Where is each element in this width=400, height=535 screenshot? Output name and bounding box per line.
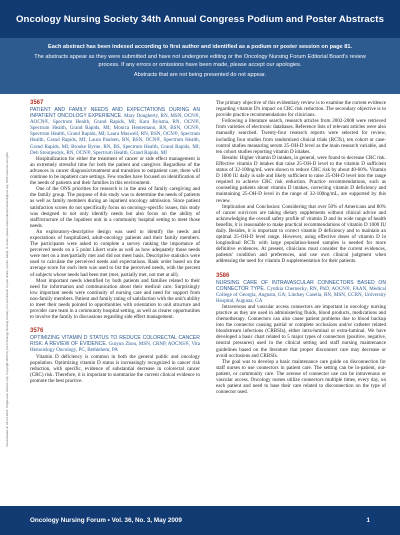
abstract-authors: Cynthia Chernecky, RN, PhD, AOCN®, FAAN, Medical College of Georgia, Augusta, GA; Lindsey Casella, RN, MSN, CCRN, University Hospital, Augusta, GA: [216, 285, 386, 304]
abstract-heading: [30, 107, 200, 156]
abstract-3586: [216, 273, 386, 396]
page-number: 1: [366, 517, 370, 524]
abstract-authors: Guiyun Zhou, MSN, CRNP, AOCNS®, Vita Hemoislogy Oncology, PC, Bethlehem, PA: [30, 341, 200, 354]
abstract-title: PATIENT AND FAMILY NEEDS AND EXPECTATIONS DURING AN INPATIENT ONCOLOGY EXPERIENCE.: [30, 107, 200, 120]
notice-indexing: Each abstract has been indexed according to first author and identified as a podium or poster session on page 81.: [48, 44, 352, 50]
abstract-paragraph: Vitamin D deficiency is common in both the general public and oncology population. Optimizing vitamin D status is increasingly recognized in cancer risk reduction, with specific, evidence of substantial decrease in colorectal cancer (CRC) risk. Therefore, it is important to summarize the current clinical evidence to promote the best practice.: [30, 353, 200, 384]
abstract-heading: [30, 335, 200, 353]
abstract-heading: [216, 280, 386, 304]
notice-editing: The abstracts appear as they were submitted and have not undergone editing or the Oncology Nursing Forum Editorial Board's review process. If any errors or omissions have been made, please accept our apologies.: [34, 53, 366, 69]
copyright-sidebar: [0, 94, 16, 506]
abstract-title: NURSING CARE OF INTRAVASCULAR CONNECTORS BASED ON CONNECTOR TYPE.: [216, 279, 386, 292]
left-column: [30, 100, 200, 392]
abstract-paragraph: Hospitalization for either the treatment of cancer or side effect management is an extremely stressful time for both the patient and caregiver. Regardless of the advances in cancer diagnosis/treatment and transition to outpatient care, there will continue to be inpatient care settings. Few studies have focused on identification of the needs of patients and their families in this environment.: [30, 155, 200, 187]
abstract-paragraph: The primary objective of this evidentiary review is to examine the current evidence regarding vitamin D's impact on CRC risk reduction. The secondary objective is to provide practice recommendations for clinicians.: [216, 100, 386, 119]
abstract-paragraph: One of the ONS priorities for research is in the area of family caregiving and the family group. The purpose of this study was to determine the needs of patients as well as family members during an inpatient oncology admission. Since patient satisfaction scores do not specifically focus on oncology-specific issues, this study was designed to not only identify needs but also focus on the ability of staff/structure of the inpatient unit in a community hospital setting to meet those needs.: [30, 186, 200, 229]
header-title: Oncology Nursing Society 34th Annual Congress Podium and Poster Abstracts: [15, 13, 384, 25]
abstract-paragraph: An exploratory-descriptive design was used to identify the needs and expectations of hospitalized, adult-oncology patients and their family members. The participants were asked to complete a survey ranking the importance of perceived needs on a 5 point Likert scale as well as how adequately those needs were met on a met/partially met and did not meet basis. Descriptive statistics were used to calculate the perceived needs and expectations. Rank order based on the average score for each item was used to list the perceived needs, with the percent of subjects whose needs had been met (met, partially met, not met at all).: [30, 228, 200, 278]
abstract-title: OPTIMIZING VITAMIN D STATUS TO REDUCE COLORECTAL CANCER RISK: A REVIEW OF EVIDENCE.: [30, 335, 200, 348]
abstract-3576-continued: [216, 100, 386, 265]
abstract-3567: [30, 100, 200, 320]
abstract-number: 3567: [30, 100, 44, 106]
abstract-paragraph: Implication and Conclusion: Considering that over 50% of Americans and 80% of cancer survivors are taking dietary supplements without clinical advice and acknowledging the overall safety profile of vitamin D and its wide range of health benefits, it is reasonable to make practical recommendations of vitamin D 1000 IU daily. Besides, it is important to correct vitamin D deficiency and to maintain an optimal 25-OH-D level range. However, using effective doses of vitamin D in longitudinal RCTs with large population-based samples is needed for more definitive evidences. At present, clinicians must consider the current evidences, patients' condition and preferences, and use own clinical judgment when addressing the need for vitamin D supplementation for their patients.: [216, 203, 386, 265]
footer-journal: Oncology Nursing Forum • Vol. 36, No. 3, May 2009: [30, 517, 182, 524]
abstract-notice: [0, 38, 400, 94]
abstract-paragraph: Results: Higher vitamin D intakes, in general, were found to decrease CRC risk. Effective vitamin D intakes that raise 25-OH-D level to the vitamin D sufficient status of 32-100ng/mL were shown to reduce CRC risk by about 40-60%. Vitamin D 1000 IU daily is safe and likely sufficient to raise 25-OH-D level into the range required to achieve CRC risk reduction. Practice recommendations, such as counseling patients about vitamin D intakes, correcting vitamin D deficiency and maintaining 25-OH-D level in the range of 32-100ng/mL, are supported by this review.: [216, 154, 386, 204]
abstract-3576: [30, 328, 200, 384]
abstract-number: 3586: [216, 272, 230, 279]
abstract-paragraph: Intravenous and vascular access connectors are important in oncology nursing practice as they are used in administering fluids, blood products, medications and chemotherapy. Connectors can also cause patient problems due to blood backup into the connector causing partial or complete occlusions and/or catheter related bloodstream infections (CRBSIs), either intra-luminal or extra-luminal. We have developed a basic chart related to 5 major types of connectors (positive, negative, neutral pressures) used in the clinical setting and staff nursing maintenance guidelines based on the literature that proper disconnect care may decrease or avoid occlusions and CRBSIs.: [216, 303, 386, 359]
page-footer: [0, 506, 400, 535]
abstract-paragraph: Following a literature search, research articles from 2002-2008 were retrieved from varieties of electronic databases. Reference lists of relevant articles were also manually searched. Twenty-four research reports were selected for review, including four studies from randomized clinical trials (RCTs), ten cohort or case-control studies measuring serum 25-OH-D level as the main research variable, and ten cohort studies reporting vitamin D intakes.: [216, 118, 386, 155]
abstract-paragraph: The goal was to develop a basic maintenance care guide on disconnection for staff nurses to use connectors in patient care. The setting can be in-patient, out-patient, or community care. The avenue of connector use can be intravenous or vascular access. Oncology nurses utilize connectors multiple times, every day, on each patient and need to base their care related to disconnection on the type of connector used.: [216, 358, 386, 396]
copyright-text: Downloaded on 06-24-2024. Single-user license only. Copyright 2024 by the Oncology Nursing Society. For permission to post online, reprint, adapt, or reuse, please email pubpermissions@ons.org. ONS reserves all rights.: [5, 151, 9, 447]
right-column: [216, 100, 386, 403]
notice-not-presented: Abstracts that are not being presented do not appear.: [133, 71, 267, 78]
abstract-paragraph: Most important needs identified by both patients and families related to their need for information and communication about their medical care. Surprisingly low important needs were continuity of nursing care and need for support from non-family members. Patient and family rating of satisfaction with the unit's ability to meet their needs pointed to opportunities with orientation to unit structure and provider care team in a community hospital setting, as well as clearer opportunities to involve the family in discussions regarding side effect management.: [30, 277, 200, 321]
page-header: [0, 0, 400, 38]
abstract-authors: Mary Dougherty, RN, MSN, OCN®, AOCN®, Spectrum Health, Grand Rapids, MI; Kara Bylsma, RN, OCN®, Spectrum Health, Grand Rapids, MI; Monica Hentemann, RN, BSN, OCN®, Spectrum Health, Grand Rapids, MI; Laura Maswell, RN, BSN, OCN®, Spectrum Health, Grand Rapids, MI; Laura Paulsen, RN, BSN, OCN®, Spectrum Health, Grand Rapids, MI; Brooke Byrne, RN, BS, Spectrum Health, Grand Rapids, MI; Deb Stoutjesdyk, RN, OCN®, Spectrum Health, Grand Rapids, MI: [30, 113, 200, 156]
abstract-number: 3576: [30, 328, 44, 335]
